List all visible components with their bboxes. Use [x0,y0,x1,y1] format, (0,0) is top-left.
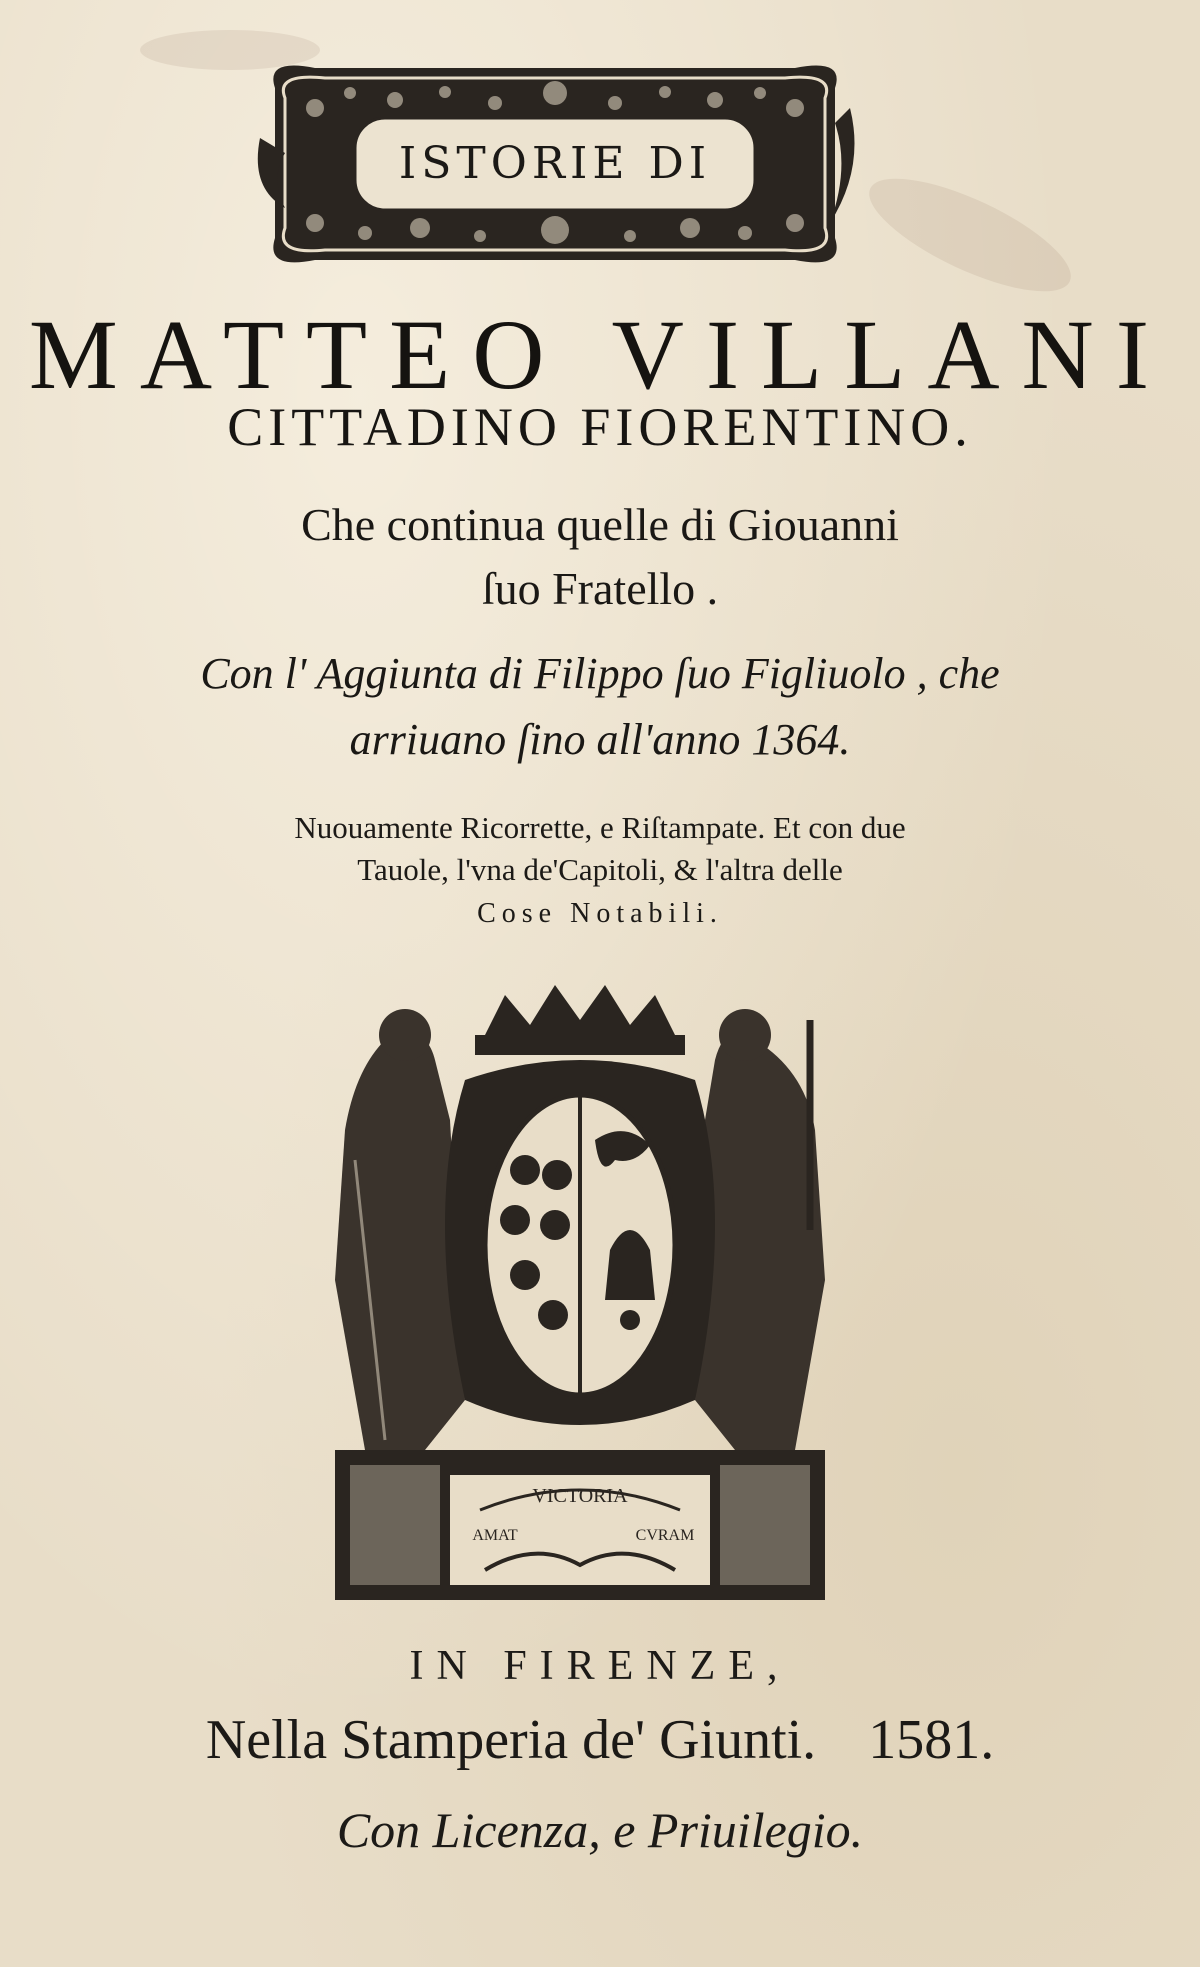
edition-line-1: Nuouamente Ricorrette, e Riſtampate. Et con due [294,810,906,845]
author-name: MATTEO VILLANI [28,299,1172,410]
imprint-year: 1581. [868,1709,995,1771]
edition-line-2: Tauole, l'vna de'Capitoli, & l'altra delle [357,852,843,887]
edition-line-3: Cose Notabili. [477,898,723,929]
banner-right: CVRAM [635,1527,695,1544]
imprint-license: Con Licenza, e Priuilegio. [336,1802,864,1858]
coat-of-arms-icon [325,980,835,1610]
subtitle-line-1: Che continua quelle di Giouanni [301,499,899,550]
imprint-printer-line [0,1709,1200,1771]
ink-stain [856,157,1085,313]
author-description: CITTADINO FIORENTINO. [227,397,973,457]
imprint-place: IN FIRENZE, [409,1643,791,1689]
header-title: ISTORIE DI [398,138,712,189]
banner-top: VICTORIA [532,1485,628,1507]
imprint-printer: Nella Stamperia de' Giunti. [205,1709,817,1771]
banner-left: AMAT [472,1527,518,1544]
subtitle-line-2: ſuo Fratello . [481,563,719,614]
addition-line-1: Con l' Aggiunta di Filippo ſuo Figliuolo , che [200,649,1000,698]
addition-line-2: arriuano ſino all'anno 1364. [349,715,851,764]
